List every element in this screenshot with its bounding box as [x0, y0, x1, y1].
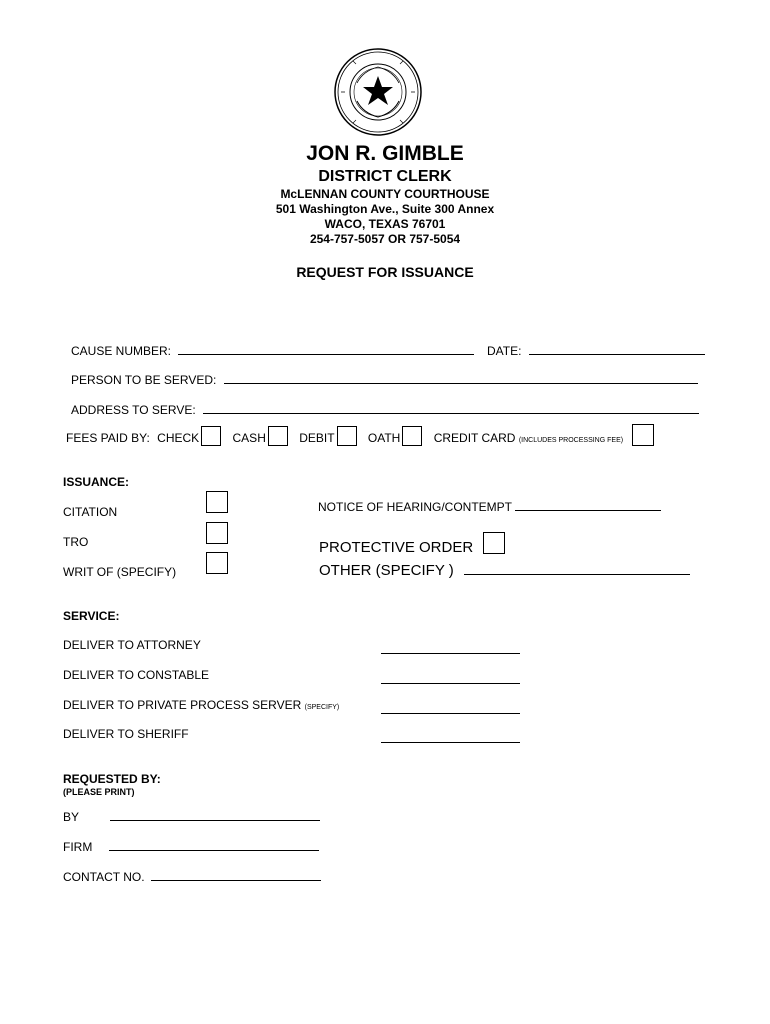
date-field[interactable]	[529, 342, 705, 355]
protective-checkbox[interactable]	[483, 532, 505, 554]
by-field[interactable]	[110, 808, 320, 821]
phone-line: 254-757-5057 OR 757-5054	[309, 232, 461, 246]
county-seal	[333, 47, 423, 137]
address-serve-row	[71, 401, 699, 417]
issuance-heading: ISSUANCE:	[63, 475, 130, 489]
protective-row	[319, 532, 505, 556]
cause-number-field[interactable]	[178, 342, 474, 355]
notice-field[interactable]	[515, 498, 661, 511]
cause-number-label: CAUSE NUMBER:	[71, 344, 172, 358]
fee-oath-label: OATH	[367, 431, 401, 445]
address-line-1: McLENNAN COUNTY COURTHOUSE	[280, 187, 490, 201]
fee-credit-card-checkbox[interactable]	[632, 424, 654, 446]
writ-checkbox[interactable]	[206, 552, 228, 574]
by-label: BY	[63, 810, 79, 824]
tro-checkbox[interactable]	[206, 522, 228, 544]
fee-oath-checkbox[interactable]	[402, 426, 422, 446]
attorney-field[interactable]	[381, 641, 520, 654]
other-row	[319, 562, 690, 579]
notice-row	[318, 498, 661, 514]
contact-field[interactable]	[151, 868, 321, 881]
requested-heading: REQUESTED BY:	[63, 772, 161, 786]
service-heading: SERVICE:	[63, 609, 120, 623]
address-line-2: 501 Washington Ave., Suite 300 Annex	[275, 202, 495, 216]
fee-check-checkbox[interactable]	[201, 426, 221, 446]
tro-label: TRO	[63, 535, 89, 549]
fee-credit-card-label: CREDIT CARD	[433, 431, 516, 445]
fee-debit-label: DEBIT	[299, 431, 335, 445]
protective-label: PROTECTIVE ORDER	[319, 539, 474, 556]
clerk-title: DISTRICT CLERK	[318, 168, 452, 185]
private-server-label: DELIVER TO PRIVATE PROCESS SERVER	[63, 698, 302, 712]
firm-label: FIRM	[63, 840, 93, 854]
fee-check-label: CHECK	[157, 431, 200, 445]
clerk-name: JON R. GIMBLE	[306, 142, 464, 165]
sheriff-field[interactable]	[381, 730, 520, 743]
address-serve-field[interactable]	[203, 401, 699, 414]
person-served-label: PERSON TO BE SERVED:	[71, 373, 217, 387]
other-field[interactable]	[464, 562, 690, 575]
please-print-note: (PLEASE PRINT)	[63, 787, 135, 797]
fee-debit-checkbox[interactable]	[337, 426, 357, 446]
other-label: OTHER (SPECIFY )	[319, 562, 454, 579]
citation-checkbox[interactable]	[206, 491, 228, 513]
constable-field[interactable]	[381, 671, 520, 684]
fee-cash-label: CASH	[232, 431, 266, 445]
private-server-field[interactable]	[381, 701, 520, 714]
fees-label: FEES PAID BY:	[66, 431, 150, 445]
private-server-specify: (SPECIFY)	[304, 704, 340, 711]
notice-label: NOTICE OF HEARING/CONTEMPT	[318, 500, 512, 514]
writ-label: WRIT OF (SPECIFY)	[63, 565, 177, 579]
processing-fee-note: (INCLUDES PROCESSING FEE)	[518, 437, 624, 444]
private-server-row	[63, 698, 339, 712]
by-row	[63, 808, 320, 824]
person-served-row	[71, 371, 698, 387]
constable-label: DELIVER TO CONSTABLE	[63, 668, 210, 682]
address-line-3: WACO, TEXAS 76701	[324, 217, 446, 231]
firm-field[interactable]	[109, 838, 319, 851]
attorney-label: DELIVER TO ATTORNEY	[63, 638, 201, 652]
form-title: REQUEST FOR ISSUANCE	[296, 264, 474, 280]
date-label: DATE:	[487, 344, 522, 358]
person-served-field[interactable]	[224, 371, 698, 384]
sheriff-label: DELIVER TO SHERIFF	[63, 727, 189, 741]
contact-row	[63, 868, 321, 884]
address-serve-label: ADDRESS TO SERVE:	[71, 403, 196, 417]
date-row	[487, 342, 705, 358]
fees-row	[66, 424, 654, 446]
citation-label: CITATION	[63, 505, 118, 519]
fee-cash-checkbox[interactable]	[268, 426, 288, 446]
firm-row	[63, 838, 319, 854]
cause-number-row	[71, 342, 474, 358]
contact-label: CONTACT NO.	[63, 870, 145, 884]
